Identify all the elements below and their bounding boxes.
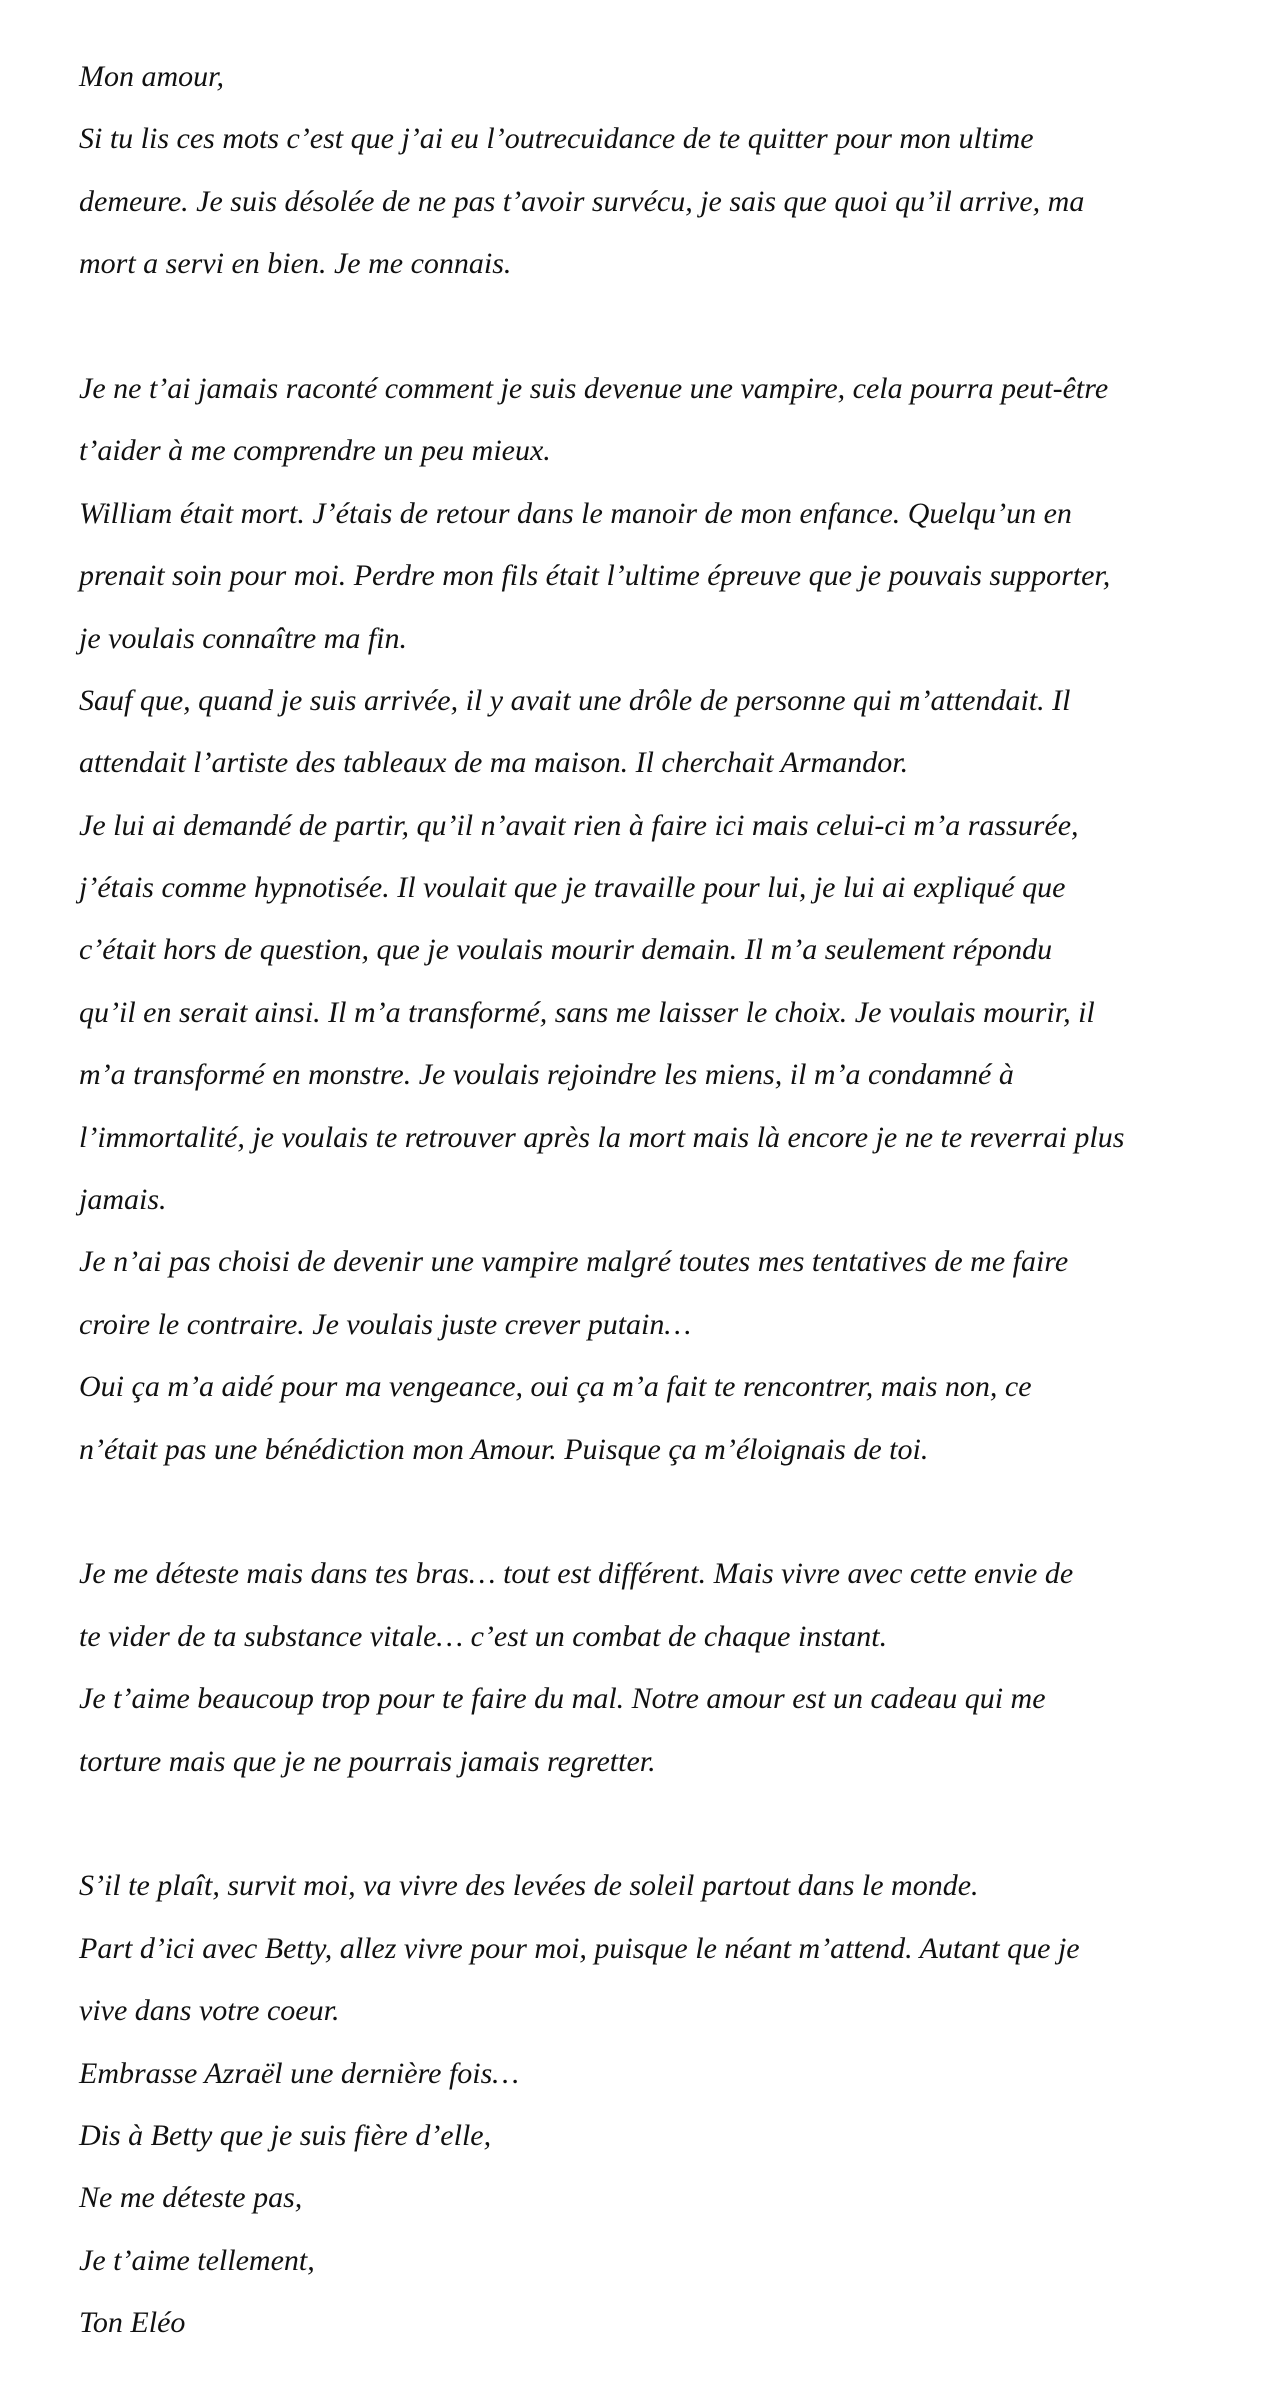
- letter-line: croire le contraire. Je voulais juste crever putain…: [79, 1307, 692, 1341]
- letter-line: Je lui ai demandé de partir, qu’il n’avait rien à faire ici mais celui-ci m’a rassurée,: [79, 808, 1079, 842]
- letter-line: je voulais connaître ma fin.: [79, 621, 408, 655]
- letter-line: vive dans votre coeur.: [79, 1994, 340, 2028]
- letter-line: t’aider à me comprendre un peu mieux.: [79, 434, 551, 468]
- letter-line: William était mort. J’étais de retour dans le manoir de mon enfance. Quelqu’un en: [79, 496, 1072, 530]
- letter-line: m’a transformé en monstre. Je voulais rejoindre les miens, il m’a condamné à: [79, 1058, 1014, 1092]
- letter-line: S’il te plaît, survit moi, va vivre des levées de soleil partout dans le monde.: [79, 1869, 979, 1903]
- letter-line: Je n’ai pas choisi de devenir une vampire malgré toutes mes tentatives de me faire: [79, 1245, 1069, 1279]
- letter-line: Dis à Betty que je suis fière d’elle,: [79, 2118, 492, 2152]
- letter-line: prenait soin pour moi. Perdre mon fils était l’ultime épreuve que je pouvais supporter,: [79, 559, 1111, 593]
- blank-line: [79, 1481, 1124, 1543]
- letter-line: Embrasse Azraël une dernière fois…: [79, 2056, 519, 2090]
- letter-line: Ne me déteste pas,: [79, 2181, 303, 2215]
- letter-line: Si tu lis ces mots c’est que j’ai eu l’outrecuidance de te quitter pour mon ultime: [79, 122, 1034, 156]
- letter-body: [79, 46, 1124, 2354]
- letter-line: l’immortalité, je voulais te retrouver après la mort mais là encore je ne te reverrai plus: [79, 1120, 1125, 1154]
- letter-line: Je t’aime tellement,: [79, 2243, 315, 2277]
- letter-line: torture mais que je ne pourrais jamais regretter.: [79, 1744, 656, 1778]
- letter-line: te vider de ta substance vitale… c’est un combat de chaque instant.: [79, 1619, 888, 1653]
- letter-line: jamais.: [79, 1183, 167, 1217]
- letter-line: Sauf que, quand je suis arrivée, il y avait une drôle de personne qui m’attendait. Il: [79, 683, 1071, 717]
- letter-line: n’était pas une bénédiction mon Amour. Puisque ça m’éloignais de toi.: [79, 1432, 929, 1466]
- letter-line: Je ne t’ai jamais raconté comment je suis devenue une vampire, cela pourra peut-être: [79, 371, 1109, 405]
- letter-line: Part d’ici avec Betty, allez vivre pour moi, puisque le néant m’attend. Autant que je: [79, 1931, 1080, 1965]
- letter-line: j’étais comme hypnotisée. Il voulait que je travaille pour lui, je lui ai expliqué que: [79, 871, 1066, 905]
- letter-line: Mon amour,: [79, 60, 225, 93]
- letter-line: Je me déteste mais dans tes bras… tout est différent. Mais vivre avec cette envie de: [79, 1557, 1074, 1591]
- letter-line: demeure. Je suis désolée de ne pas t’avoir survécu, je sais que quoi qu’il arrive, ma: [79, 184, 1085, 218]
- letter-line: Je t’aime beaucoup trop pour te faire du mal. Notre amour est un cadeau qui me: [79, 1682, 1046, 1716]
- letter-line: c’était hors de question, que je voulais mourir demain. Il m’a seulement répondu: [79, 933, 1053, 967]
- blank-line: [79, 296, 1124, 358]
- letter-line: Ton Eléo: [79, 2306, 186, 2340]
- letter-line: qu’il en serait ainsi. Il m’a transformé, sans me laisser le choix. Je voulais mourir, il: [79, 995, 1095, 1029]
- letter-line: Oui ça m’a aidé pour ma vengeance, oui ça m’a fait te rencontrer, mais non, ce: [79, 1370, 1032, 1404]
- letter-line: attendait l’artiste des tableaux de ma maison. Il cherchait Armandor.: [79, 746, 909, 780]
- blank-line: [79, 1793, 1124, 1855]
- letter-line: mort a servi en bien. Je me connais.: [79, 247, 512, 281]
